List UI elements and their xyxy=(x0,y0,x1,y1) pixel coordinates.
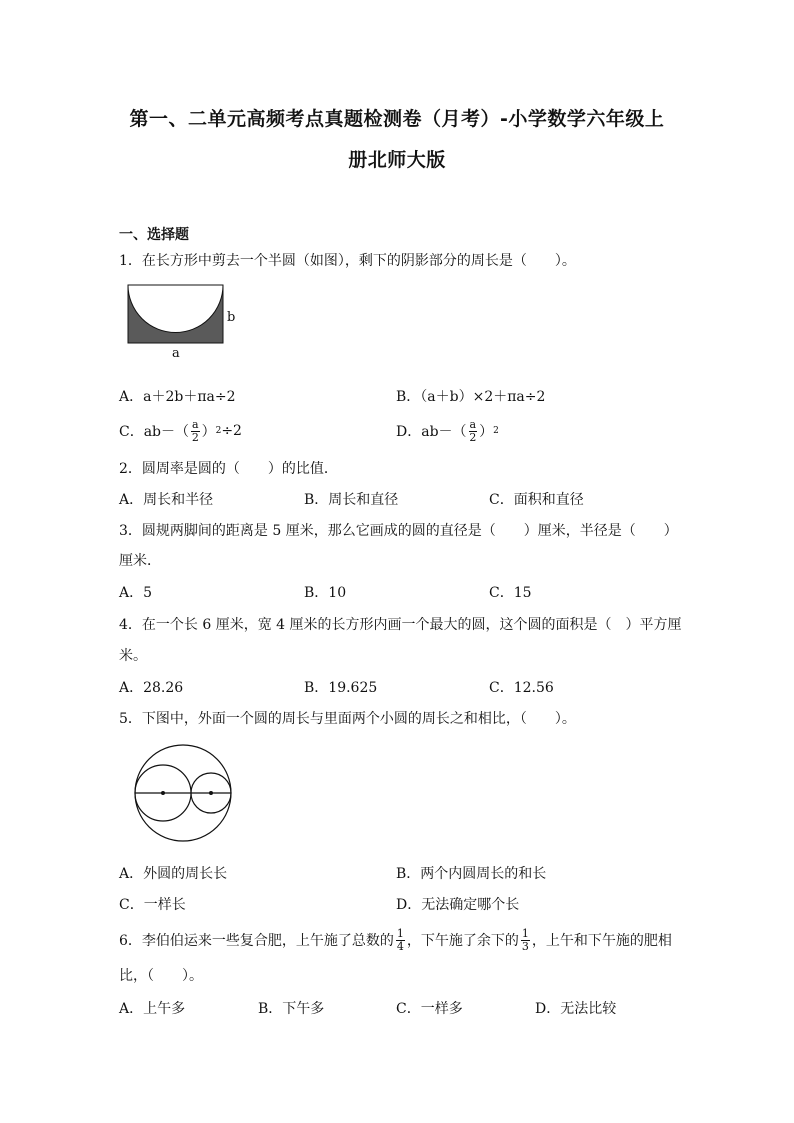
option-1a[interactable]: A．a＋2b＋πa÷2 xyxy=(119,389,236,405)
option-6c[interactable]: C．一样多 xyxy=(396,1001,463,1017)
question-number: 1． xyxy=(119,253,142,269)
option-4a[interactable]: A．28.26 xyxy=(119,680,184,696)
option-1c[interactable]: C．ab－（ $\frac{a}{2}$ ） 2 ÷2 xyxy=(119,417,242,444)
question-3 xyxy=(119,520,678,540)
option-5b[interactable]: B．两个内圆周长的和长 xyxy=(396,866,547,882)
question-number: 6． xyxy=(119,933,142,949)
rectangle-semicircle-figure xyxy=(127,284,257,364)
question-6-continued: 比，（ ）。 xyxy=(119,968,203,984)
option-4b[interactable]: B．19.625 xyxy=(304,680,378,696)
label-b: b xyxy=(227,310,236,325)
fraction-a-over-2: $\frac{a}{2}$ xyxy=(469,417,477,444)
option-3a[interactable]: A．5 xyxy=(119,585,153,601)
question-text: 圆规两脚间的距离是 5 厘米，那么它画成的圆的直径是（ ）厘米，半径是（ ） xyxy=(141,523,678,539)
fraction-one-quarter: $\frac{1}{4}$ xyxy=(396,926,404,953)
question-number: 3． xyxy=(119,523,142,539)
option-3c[interactable]: C．15 xyxy=(489,585,532,601)
shaded-region xyxy=(128,285,223,343)
option-5a[interactable]: A．外圆的周长长 xyxy=(119,866,228,882)
question-4 xyxy=(119,614,682,634)
question-2 xyxy=(119,458,338,478)
question-3-continued: 厘米． xyxy=(119,553,161,569)
option-1d[interactable]: D．ab－（ $\frac{a}{2}$ ） 2 xyxy=(396,417,499,444)
question-number: 5． xyxy=(119,711,142,727)
question-number: 2． xyxy=(119,461,142,477)
option-2c[interactable]: C．面积和直径 xyxy=(489,492,584,508)
fraction-a-over-2: $\frac{a}{2}$ xyxy=(191,417,199,444)
fraction-one-third: $\frac{1}{3}$ xyxy=(521,926,529,953)
page-title-line1: 第一、二单元高频考点真题检测卷（月考）-小学数学六年级上 xyxy=(129,108,665,130)
option-4c[interactable]: C．12.56 xyxy=(489,680,554,696)
option-6d[interactable]: D．无法比较 xyxy=(535,1001,617,1017)
option-2b[interactable]: B．周长和直径 xyxy=(304,492,399,508)
option-6b[interactable]: B．下午多 xyxy=(258,1001,325,1017)
option-3b[interactable]: B．10 xyxy=(304,585,347,601)
question-text: 圆周率是圆的（ ）的比值． xyxy=(141,461,338,477)
circles-figure xyxy=(134,746,234,846)
question-1 xyxy=(119,250,576,270)
question-5 xyxy=(119,708,576,728)
option-6a[interactable]: A．上午多 xyxy=(119,1001,186,1017)
option-5c[interactable]: C．一样长 xyxy=(119,897,186,913)
option-1b[interactable]: B．（a＋b）×2＋πa÷2 xyxy=(396,389,546,405)
center-dot-small xyxy=(209,791,213,795)
question-text: 在一个长 6 厘米，宽 4 厘米的长方形内画一个最大的圆，这个圆的面积是（ ）平方厘 xyxy=(141,617,682,633)
question-6: 6． 李伯伯运来一些复合肥，上午施了总数的 $\frac{1}{4}$ ，下午施了余下的 $\frac{1}{3}$ ，上午和下午施的肥相 xyxy=(119,926,672,953)
question-text: 下图中，外面一个圆的周长与里面两个小圆的周长之和相比，（ ）。 xyxy=(141,711,576,727)
option-2a[interactable]: A．周长和半径 xyxy=(119,492,214,508)
option-5d[interactable]: D．无法确定哪个长 xyxy=(396,897,520,913)
center-dot-large xyxy=(161,791,165,795)
page-title-line2: 册北师大版 xyxy=(348,149,446,171)
question-4-continued: 米。 xyxy=(119,648,147,664)
question-number: 4． xyxy=(119,617,142,633)
question-text: 在长方形中剪去一个半圆（如图），剩下的阴影部分的周长是（ ）。 xyxy=(141,253,576,269)
label-a: a xyxy=(172,346,180,361)
section-heading: 一、选择题 xyxy=(119,227,189,243)
